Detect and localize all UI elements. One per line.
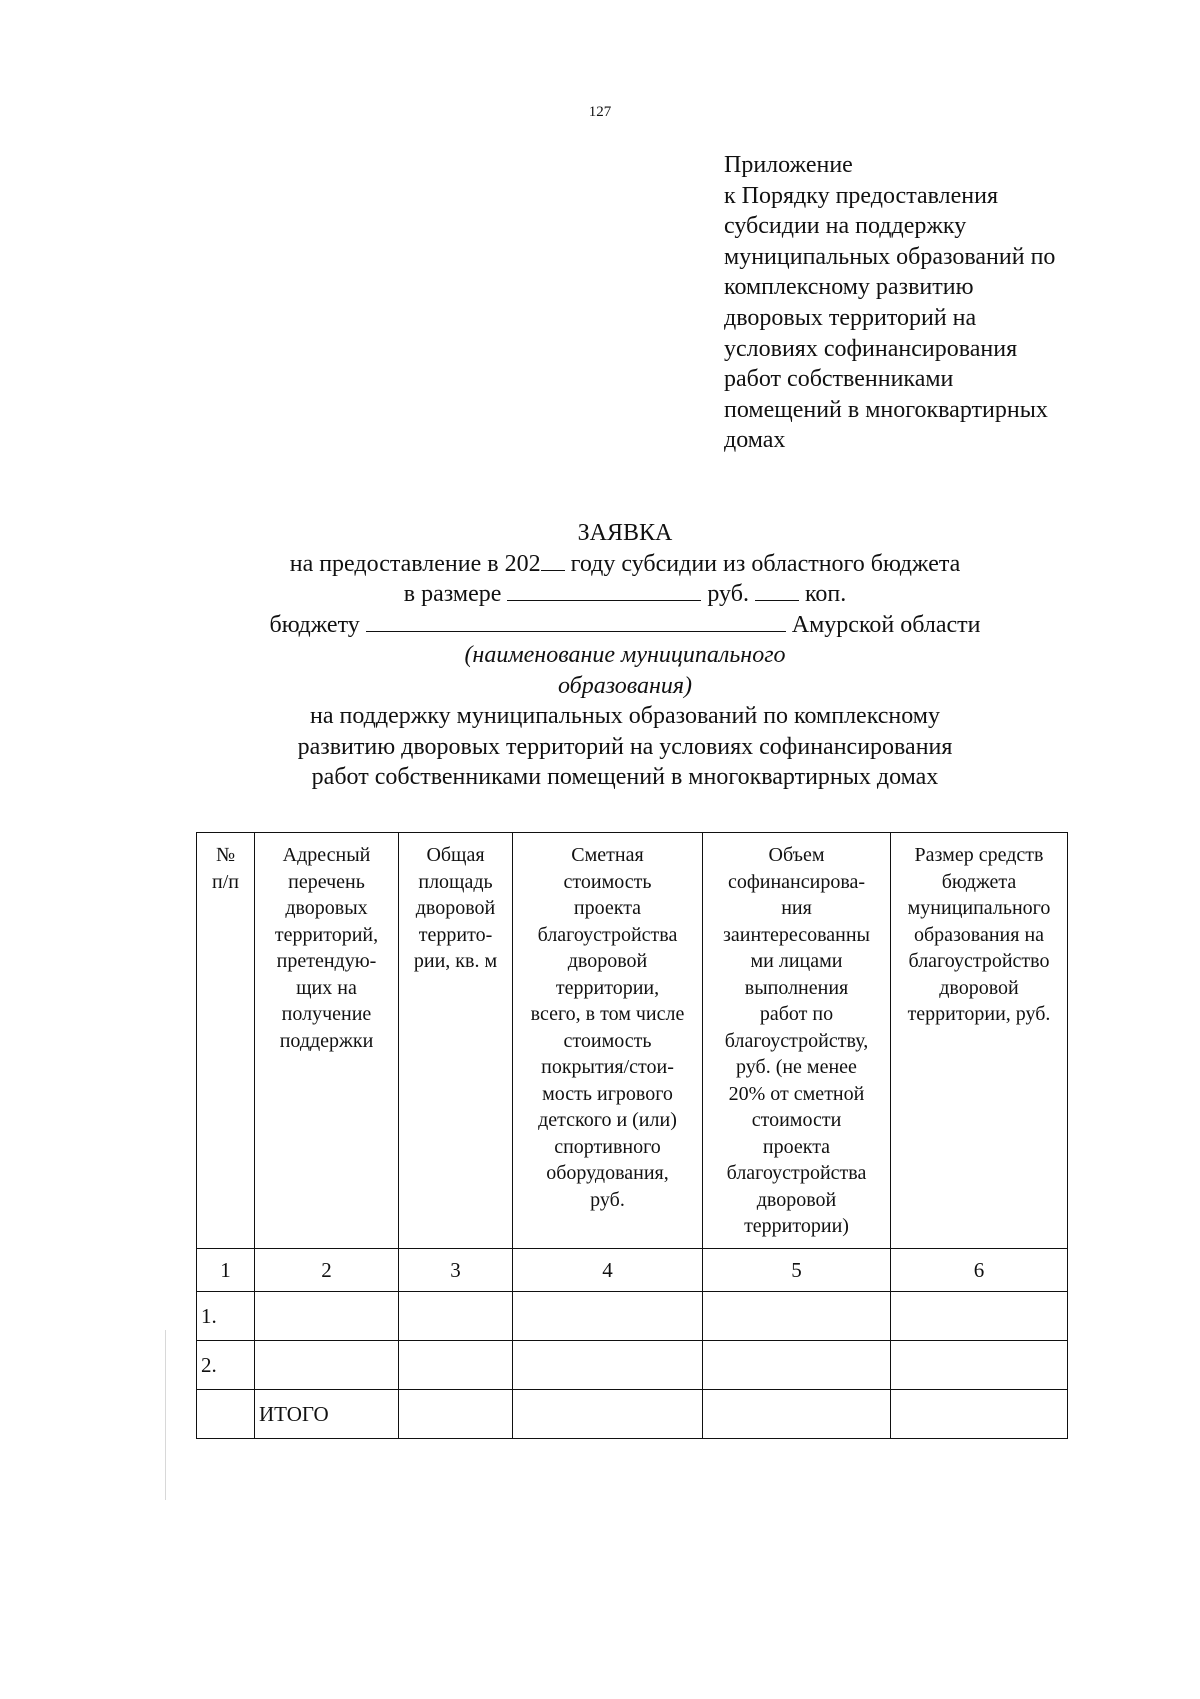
header-text: Объем (768, 844, 825, 866)
header-text: оборудования, (546, 1162, 669, 1184)
table-cell[interactable] (891, 1341, 1068, 1390)
header-text: территории) (744, 1215, 849, 1237)
column-number: 6 (891, 1249, 1068, 1292)
appendix-line: помещений в многоквартирных (724, 396, 1048, 423)
budget-label: бюджету (269, 611, 366, 638)
year-blank-field[interactable] (541, 550, 565, 571)
row-number-cell (197, 1390, 255, 1439)
total-label-cell: ИТОГО (255, 1390, 399, 1439)
appendix-line: субсидии на поддержку (724, 213, 967, 240)
header-text: территории, руб. (907, 1003, 1051, 1025)
kopecks-label: коп. (798, 581, 847, 607)
header-text: Размер средств (914, 844, 1044, 866)
appendix-line: комплексному развитию (724, 274, 974, 301)
table-cell[interactable] (703, 1390, 891, 1439)
year-line-text-end: году субсидии из областного бюджета (564, 550, 961, 577)
column-number: 1 (197, 1249, 255, 1292)
header-cell-municipal-funds (891, 833, 1068, 1249)
row-number-cell: 1. (197, 1292, 255, 1341)
header-text: заинтересованны (723, 923, 870, 946)
year-line-text-start: на предоставление в 202 (289, 550, 541, 577)
header-cell-address-list (255, 833, 399, 1249)
header-text: Общая (426, 844, 485, 866)
table-cell[interactable] (399, 1341, 513, 1390)
table-row (197, 1341, 1068, 1390)
header-cell-area (399, 833, 513, 1249)
header-cell-cofinancing (703, 833, 891, 1249)
header-text: ми лицами (750, 950, 843, 972)
appendix-line: дворовых территорий на (724, 304, 977, 331)
kopecks-blank-field[interactable] (755, 580, 799, 601)
column-number: 4 (513, 1249, 703, 1292)
purpose-line: на поддержку муниципальных образований по комплексному (310, 703, 940, 729)
appendix-line: домах (724, 427, 786, 454)
header-text: благоустройство (908, 950, 1050, 972)
column-number: 5 (703, 1249, 891, 1292)
appendix-line: к Порядку предоставления (724, 182, 999, 209)
budget-line (150, 610, 1100, 641)
header-text: всего, в том числе (530, 1003, 685, 1025)
municipality-blank-field[interactable] (366, 611, 786, 632)
header-text: мость игрового (542, 1082, 673, 1105)
header-text: детского и (или) (538, 1109, 677, 1131)
header-text: п/п (212, 870, 239, 893)
table-cell[interactable] (513, 1390, 703, 1439)
header-text: территории, (555, 976, 660, 999)
total-row (197, 1390, 1068, 1439)
header-text: проекта (573, 897, 642, 919)
table-cell[interactable] (703, 1341, 891, 1390)
appendix-line: работ собственниками (724, 366, 954, 393)
header-text: руб. (590, 1188, 625, 1211)
header-text: выполнения (744, 976, 849, 999)
amount-line-label: в размере (403, 581, 508, 607)
header-text: благоустройству, (724, 1029, 869, 1052)
header-text: софинансирова- (727, 870, 866, 893)
table-cell[interactable] (255, 1292, 399, 1341)
header-text: рии, кв. м (413, 950, 498, 972)
header-text: дворовой (939, 976, 1019, 999)
table-header-row (197, 833, 1068, 1249)
header-text: стоимость (563, 870, 652, 893)
application-table (196, 832, 1068, 1439)
header-text: получение (281, 1003, 372, 1025)
header-text: спортивного (554, 1135, 661, 1158)
header-text: стоимости (751, 1109, 842, 1131)
region-label: Амурской области (785, 611, 981, 638)
amount-line (150, 579, 1100, 610)
header-text: поддержки (279, 1029, 374, 1052)
table-cell[interactable] (703, 1292, 891, 1341)
purpose-line: работ собственниками помещений в многоквартирных домах (311, 764, 939, 790)
header-text: руб. (не менее (736, 1056, 857, 1078)
header-text: покрытия/стои- (541, 1056, 674, 1078)
field-note-line-1: (наименование муниципального (464, 642, 786, 668)
header-cell-number (197, 833, 255, 1249)
header-text: дворовой (756, 1188, 837, 1211)
column-number: 3 (399, 1249, 513, 1292)
table-cell[interactable] (891, 1292, 1068, 1341)
page-number: 127 (588, 104, 612, 120)
header-text: бюджета (941, 870, 1017, 893)
rubles-blank-field[interactable] (507, 580, 701, 601)
appendix-line: условиях софинансирования (724, 335, 1018, 362)
appendix-line: муниципальных образований по (724, 243, 1056, 270)
scan-artifact-line (165, 1330, 166, 1500)
header-text: 20% от сметной (728, 1082, 865, 1105)
header-text: дворовых (285, 897, 368, 919)
table-cell[interactable] (399, 1292, 513, 1341)
header-text: образования на (913, 923, 1045, 946)
header-text: территорий, (274, 923, 379, 946)
header-text: благоустройства (726, 1162, 867, 1184)
table-cell[interactable] (513, 1341, 703, 1390)
field-note-line-2: образования) (557, 672, 693, 699)
appendix-caption (724, 150, 1144, 456)
header-text: площадь (418, 870, 493, 893)
header-text: Сметная (571, 844, 644, 866)
header-text: террито- (418, 923, 493, 946)
header-text: благоустройства (537, 923, 678, 946)
application-header (150, 518, 1100, 793)
header-text: щих на (296, 976, 357, 999)
header-text: работ по (759, 1003, 834, 1025)
table-row (197, 1292, 1068, 1341)
table-cell[interactable] (513, 1292, 703, 1341)
header-text: дворовой (415, 897, 496, 919)
header-text: ния (781, 897, 812, 919)
appendix-line: Приложение (724, 152, 853, 178)
header-cell-estimated-cost (513, 833, 703, 1249)
header-text: претендую- (276, 950, 377, 972)
row-number-cell: 2. (197, 1341, 255, 1390)
rubles-label: руб. (701, 581, 755, 607)
purpose-line: развитию дворовых территорий на условиях софинансирования (297, 733, 953, 760)
header-text: перечень (288, 870, 365, 893)
column-number-row (197, 1249, 1068, 1292)
header-text: муниципального (907, 897, 1051, 919)
header-text: Адресный (282, 844, 371, 866)
header-text: дворовой (567, 950, 648, 972)
header-text: стоимость (563, 1029, 652, 1052)
application-year-line (150, 549, 1100, 580)
header-text: № (215, 844, 236, 866)
table-cell[interactable] (891, 1390, 1068, 1439)
table-cell[interactable] (255, 1341, 399, 1390)
column-number: 2 (255, 1249, 399, 1292)
table-cell[interactable] (399, 1390, 513, 1439)
header-text: проекта (762, 1135, 831, 1158)
document-title: ЗАЯВКА (577, 520, 673, 546)
